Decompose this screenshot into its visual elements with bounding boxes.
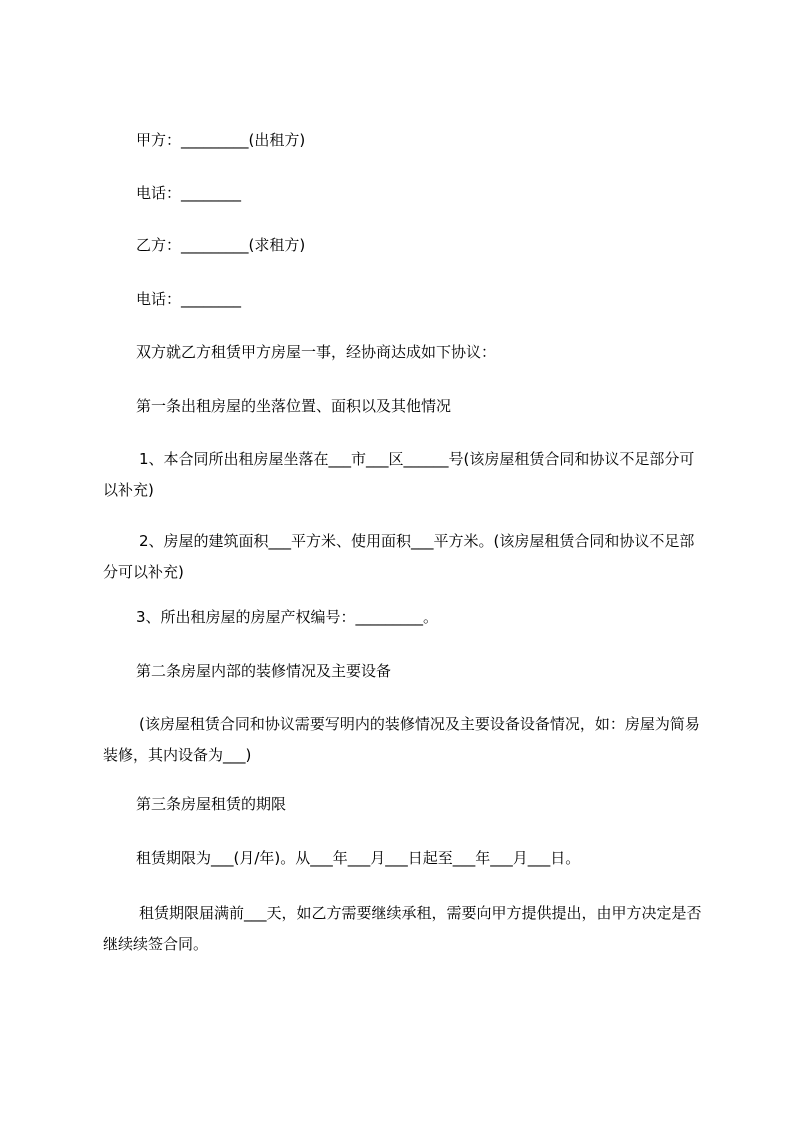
lease-renewal-line: 租赁期限届满前___天，如乙方需要继续承租，需要向甲方提供提出，由甲方决定是否继续续签合同。 [103,904,702,953]
lease-term-line: 租赁期限为___(月/年)。从___年___月___日起至___年___月___日。 [136,849,581,867]
article-1-heading: 第一条出租房屋的坐落位置、面积以及其他情况 [136,397,452,415]
article-2-details: (该房屋租赁合同和协议需要写明内的装修情况及主要设备设备情况，如：房屋为简易装修，其内设备为___) [103,715,700,764]
agreement-intro: 双方就乙方租赁甲方房屋一事，经协商达成如下协议： [136,343,497,361]
clause-3-property-number: 3、所出租房屋的房屋产权编号：_________。 [136,608,439,626]
article-3-heading: 第三条房屋租赁的期限 [136,795,287,813]
party-b-line: 乙方：_________(求租方) [136,236,306,254]
clause-1-location: 1、本合同所出租房屋坐落在___市___区______号(该房屋租赁合同和协议不足部分可以补充) [103,450,695,499]
clause-2-area: 2、房屋的建筑面积___平方米、使用面积___平方米。(该房屋租赁合同和协议不足部分可以补充) [103,532,695,581]
party-b-phone-line: 电话：________ [136,290,242,308]
article-2-heading: 第二条房屋内部的装修情况及主要设备 [136,662,392,680]
party-a-line: 甲方：_________(出租方) [136,131,306,149]
party-a-phone-line: 电话：________ [136,184,242,202]
